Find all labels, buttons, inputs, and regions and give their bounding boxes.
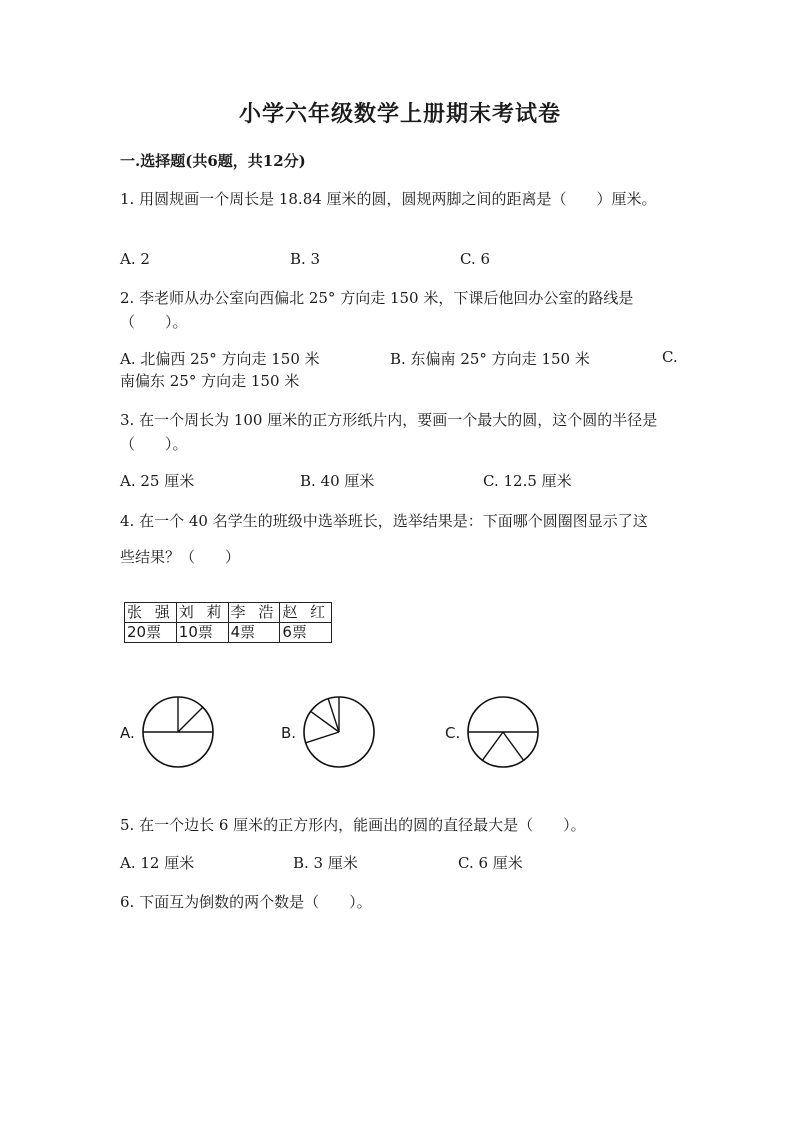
q1-option-b[interactable]: B. 3 (290, 250, 321, 268)
vote-count: 10票 (176, 623, 228, 643)
q2-option-a[interactable]: A. 北偏西 25° 方向走 150 米 (120, 350, 320, 368)
pie-option-a-label[interactable]: A. (120, 724, 135, 742)
pie-chart-c[interactable] (465, 694, 541, 770)
question-3: 3. 在一个周长为 100 厘米的正方形纸片内，要画一个最大的圆，这个圆的半径是（ ）。 (120, 411, 658, 453)
q5-option-a[interactable]: A. 12 厘米 (120, 854, 195, 872)
candidate-name: 张 强 (125, 603, 177, 623)
question-5: 5. 在一个边长 6 厘米的正方形内，能画出的圆的直径最大是（ ）。 (120, 816, 586, 834)
q1-option-a[interactable]: A. 2 (120, 250, 150, 268)
q5-option-b[interactable]: B. 3 厘米 (293, 854, 358, 872)
pie-slice-divider (328, 699, 339, 732)
q5-option-c[interactable]: C. 6 厘米 (458, 854, 523, 872)
question-2: 2. 李老师从办公室向西偏北 25° 方向走 150 米，下课后他回办公室的路线是（ ）。 (120, 289, 634, 331)
question-4-line-1: 4. 在一个 40 名学生的班级中选举班长，选举结果是：下面哪个圆圈图显示了这 (120, 512, 648, 530)
q2-option-c-text[interactable]: 南偏东 25° 方向走 150 米 (120, 372, 300, 390)
pie-option-b-label[interactable]: B. (281, 724, 297, 742)
question-1: 1. 用圆规画一个周长是 18.84 厘米的圆，圆规两脚之间的距离是（ ）厘米。 (120, 190, 657, 208)
page-title: 小学六年级数学上册期末考试卷 (238, 101, 561, 127)
q2-option-c-label[interactable]: C. (662, 348, 678, 366)
q3-option-c[interactable]: C. 12.5 厘米 (483, 472, 572, 490)
q1-option-c[interactable]: C. 6 (460, 250, 491, 268)
pie-slice-divider (482, 732, 503, 760)
question-4-line-2: 些结果？（ ） (120, 548, 241, 566)
pie-slice-divider (306, 732, 339, 743)
candidate-name: 赵 红 (280, 603, 332, 623)
vote-count: 6票 (280, 623, 332, 643)
candidate-name: 刘 莉 (176, 603, 228, 623)
pie-slice-divider (311, 711, 339, 732)
vote-table (124, 602, 332, 643)
vote-table-names-row (125, 603, 332, 623)
pie-slice-divider (503, 732, 524, 760)
pie-option-c-label[interactable]: C. (445, 724, 461, 742)
question-6: 6. 下面互为倒数的两个数是（ ）。 (120, 893, 372, 911)
vote-table-votes-row (125, 623, 332, 643)
pie-chart-b[interactable] (301, 694, 377, 770)
pie-slice-divider (178, 707, 203, 732)
candidate-name: 李 浩 (228, 603, 280, 623)
vote-count: 4票 (228, 623, 280, 643)
q2-option-b[interactable]: B. 东偏南 25° 方向走 150 米 (390, 350, 590, 368)
section-heading: 一.选择题(共6题，共12分) (120, 152, 306, 170)
q3-option-a[interactable]: A. 25 厘米 (120, 472, 195, 490)
pie-chart-a[interactable] (140, 694, 216, 770)
q3-option-b[interactable]: B. 40 厘米 (300, 472, 375, 490)
vote-count: 20票 (125, 623, 177, 643)
